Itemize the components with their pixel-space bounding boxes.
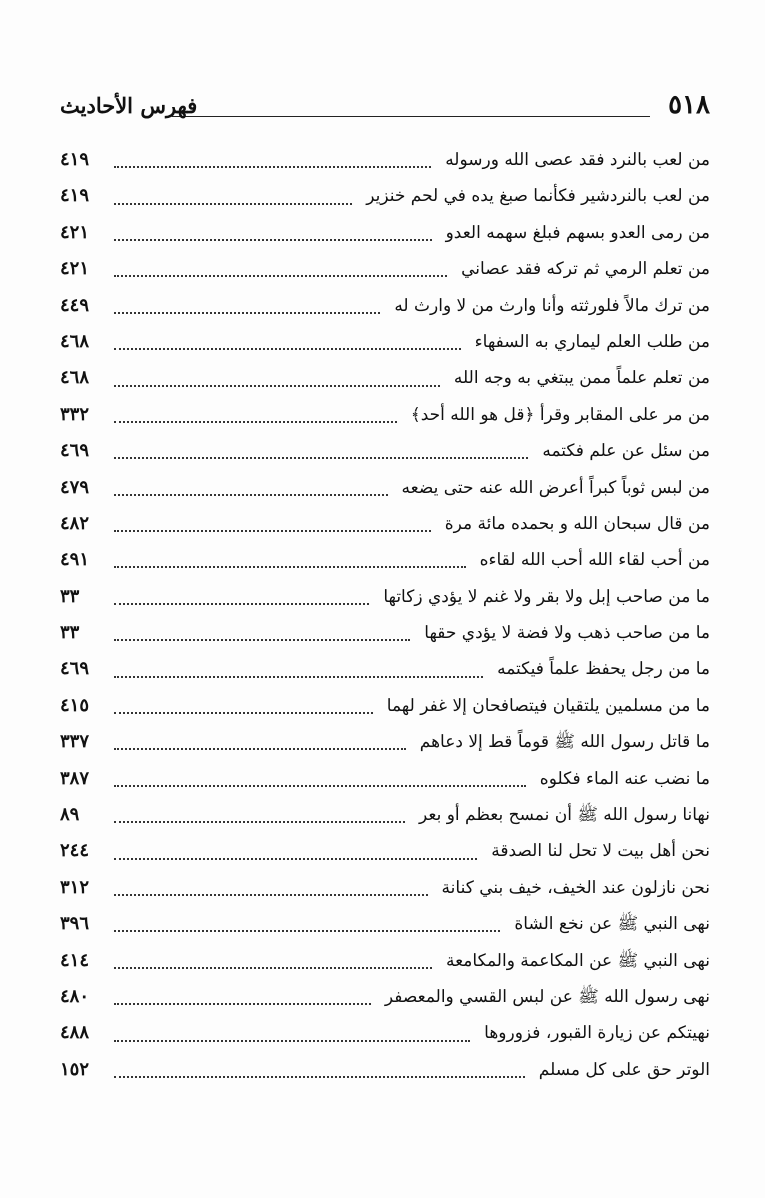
page-reference: ٣١٢ <box>60 876 90 898</box>
hadith-text: ما نضب عنه الماء فكلوه <box>539 768 710 789</box>
dot-leader <box>114 858 477 860</box>
dot-leader <box>114 312 380 314</box>
hadith-text: نهى النبي ﷺ عن نخع الشاة <box>514 914 710 935</box>
page-number: ٥١٨ <box>668 90 710 120</box>
page-reference: ٤٤٩ <box>60 294 90 316</box>
page-reference: ٤٢١ <box>60 221 90 243</box>
dot-leader <box>114 385 440 387</box>
page-reference: ٤٨٠ <box>60 985 90 1007</box>
hadith-text: نهيتكم عن زيارة القبور، فزوروها <box>484 1023 710 1044</box>
index-entry <box>60 471 710 507</box>
page-reference: ٣٩٦ <box>60 913 90 935</box>
hadith-text: من ترك مالاً فلورثته وأنا وارث من لا وارث له <box>394 295 710 316</box>
dot-leader <box>114 457 528 459</box>
index-entry <box>60 325 710 361</box>
hadith-text: من طلب العلم ليماري به السفهاء <box>474 331 710 352</box>
index-entry <box>60 980 710 1016</box>
index-entry <box>60 871 710 907</box>
index-entry <box>60 762 710 798</box>
index-entry <box>60 689 710 725</box>
dot-leader <box>114 530 431 532</box>
page-reference: ٨٩ <box>60 804 80 826</box>
index-entry <box>60 216 710 252</box>
hadith-text: نهانا رسول الله ﷺ أن نمسح بعظم أو بعر <box>418 805 710 826</box>
hadith-text: من لعب بالنردشير فكأنما صبغ يده في لحم خنزير <box>366 186 710 207</box>
index-entry <box>60 179 710 215</box>
hadith-index-list <box>60 143 710 1089</box>
page-reference: ٣٨٧ <box>60 767 90 789</box>
hadith-text: من رمى العدو بسهم فبلغ سهمه العدو <box>445 222 710 243</box>
index-entry <box>60 543 710 579</box>
index-entry <box>60 580 710 616</box>
hadith-text: نهى رسول الله ﷺ عن لبس القسي والمعصفر <box>384 986 710 1007</box>
index-entry <box>60 507 710 543</box>
index-entry <box>60 361 710 397</box>
index-entry <box>60 434 710 470</box>
index-entry <box>60 616 710 652</box>
dot-leader <box>114 203 352 205</box>
dot-leader <box>114 639 410 641</box>
page-reference: ٤١٤ <box>60 949 90 971</box>
hadith-text: من لبس ثوباً كبراً أعرض الله عنه حتى يضعه <box>401 477 710 498</box>
page-reference: ٣٣٧ <box>60 731 90 753</box>
dot-leader <box>114 566 466 568</box>
dot-leader <box>114 676 483 678</box>
hadith-text: ما من مسلمين يلتقيان فيتصافحان إلا غفر لهما <box>386 695 710 716</box>
hadith-text: من قال سبحان الله و بحمده مائة مرة <box>444 513 710 534</box>
hadith-text: ما من رجل يحفظ علماً فيكتمه <box>497 659 710 680</box>
hadith-text: من تعلم علماً ممن يبتغي به وجه الله <box>453 368 710 389</box>
dot-leader <box>114 166 431 168</box>
dot-leader <box>114 748 406 750</box>
page-reference: ٣٣ <box>60 585 80 607</box>
index-entry <box>60 1016 710 1052</box>
page-header <box>60 88 710 124</box>
running-title: فهرس الأحاديث <box>60 93 198 118</box>
index-entry <box>60 834 710 870</box>
index-entry <box>60 143 710 179</box>
hadith-text: من سئل عن علم فكتمه <box>542 441 710 462</box>
hadith-text: من مر على المقابر وقرأ ﴿قل هو الله أحد﴾ <box>410 404 710 425</box>
page-reference: ٤٢١ <box>60 258 90 280</box>
page-reference: ٤٧٩ <box>60 476 90 498</box>
page-reference: ٤١٩ <box>60 149 90 170</box>
page-reference: ٣٣٢ <box>60 403 90 425</box>
page-reference: ٤١٩ <box>60 185 90 207</box>
hadith-text: من لعب بالنرد فقد عصى الله ورسوله <box>445 150 710 170</box>
dot-leader <box>114 275 447 277</box>
index-entry <box>60 798 710 834</box>
page-reference: ٤٩١ <box>60 549 90 571</box>
hadith-text: ما من صاحب إبل ولا بقر ولا غنم لا يؤدي زكاتها <box>383 586 710 607</box>
dot-leader <box>114 930 500 932</box>
dot-leader <box>114 1040 470 1042</box>
dot-leader <box>114 494 388 496</box>
hadith-text: نحن نازلون عند الخيف، خيف بني كنانة <box>441 877 710 898</box>
hadith-text: نحن أهل بيت لا تحل لنا الصدقة <box>491 841 710 862</box>
page-reference: ١٥٢ <box>60 1058 90 1080</box>
page-reference: ٤٦٨ <box>60 367 90 389</box>
hadith-text: من تعلم الرمي ثم تركه فقد عصاني <box>461 259 710 280</box>
hadith-text: ما من صاحب ذهب ولا فضة لا يؤدي حقها <box>424 623 710 644</box>
page-reference: ٤٦٩ <box>60 658 90 680</box>
dot-leader <box>114 421 397 423</box>
index-entry <box>60 252 710 288</box>
dot-leader <box>114 603 369 605</box>
dot-leader <box>114 348 461 350</box>
header-rule <box>172 116 650 117</box>
page-reference: ٤٦٩ <box>60 440 90 462</box>
index-entry <box>60 944 710 980</box>
index-entry <box>60 289 710 325</box>
hadith-text: الوتر حق على كل مسلم <box>538 1059 710 1080</box>
page-reference: ٣٣ <box>60 622 80 644</box>
dot-leader <box>114 239 432 241</box>
index-entry <box>60 652 710 688</box>
hadith-text: ما قاتل رسول الله ﷺ قوماً قط إلا دعاهم <box>419 732 710 753</box>
page-reference: ٤٨٨ <box>60 1022 90 1044</box>
hadith-text: نهى النبي ﷺ عن المكاعمة والمكامعة <box>445 950 710 971</box>
dot-leader <box>114 894 428 896</box>
page-reference: ٤٦٨ <box>60 330 90 352</box>
index-entry <box>60 1053 710 1089</box>
dot-leader <box>114 967 432 969</box>
hadith-text: من أحب لقاء الله أحب الله لقاءه <box>479 550 710 571</box>
dot-leader <box>114 785 526 787</box>
index-entry <box>60 907 710 943</box>
dot-leader <box>114 821 405 823</box>
page-reference: ٢٤٤ <box>60 840 90 862</box>
index-entry <box>60 725 710 761</box>
index-entry <box>60 398 710 434</box>
dot-leader <box>114 1076 525 1078</box>
dot-leader <box>114 712 373 714</box>
dot-leader <box>114 1003 371 1005</box>
page-reference: ٤٨٢ <box>60 512 90 534</box>
page-reference: ٤١٥ <box>60 694 90 716</box>
